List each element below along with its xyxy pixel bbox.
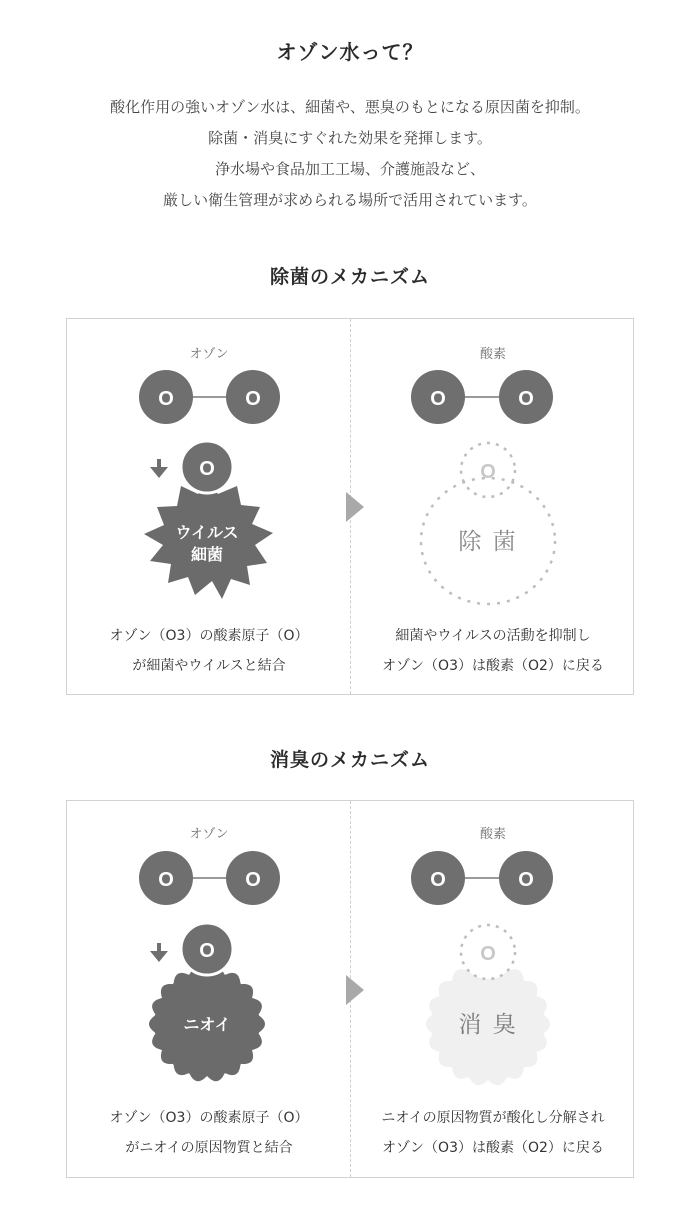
caption xyxy=(351,1103,635,1163)
arrow-right-icon xyxy=(346,975,364,1005)
svg-text:O: O xyxy=(199,458,215,480)
svg-text:O: O xyxy=(199,940,215,962)
ozone-label: オゾン xyxy=(189,827,229,842)
svg-text:O: O xyxy=(158,869,174,891)
oxygen-atom xyxy=(226,370,280,424)
virus-label: ウイルス xyxy=(175,523,239,542)
deodorization-heading: 消臭のメカニズム xyxy=(269,749,430,771)
caption xyxy=(67,1103,351,1163)
svg-text:O: O xyxy=(430,388,446,410)
faded-oxygen-atom: O xyxy=(480,943,496,965)
oxygen-atom xyxy=(499,370,553,424)
oxygen-label: 酸素 xyxy=(479,347,506,362)
arrow-down-icon xyxy=(150,943,168,962)
svg-text:O: O xyxy=(158,388,174,410)
oxygen-atom xyxy=(226,851,280,905)
caption-line: 細菌やウイルスの活動を抑制し xyxy=(395,628,591,644)
faded-oxygen-atom: O xyxy=(480,461,496,483)
oxygen-atom xyxy=(411,370,465,424)
oxygen-atom xyxy=(411,851,465,905)
oxygen-atom xyxy=(139,851,193,905)
sterilization-heading: 除菌のメカニズム xyxy=(269,266,430,288)
oxygen-label: 酸素 xyxy=(479,827,506,842)
caption-line: オゾン（O3）は酸素（O2）に戻る xyxy=(382,658,604,674)
svg-text:O: O xyxy=(245,869,261,891)
sterilization-result: 除 菌 xyxy=(458,529,518,555)
caption-line: ニオイの原因物質が酸化し分解され xyxy=(381,1110,605,1126)
oxygen-atom xyxy=(139,370,193,424)
oxygen-atom xyxy=(181,923,233,975)
intro-line: 厳しい衛生管理が求められる場所で活用されています。 xyxy=(163,191,537,209)
intro-line: 除菌・消臭にすぐれた効果を発揮します。 xyxy=(208,129,492,147)
svg-text:O: O xyxy=(430,869,446,891)
caption-line: オゾン（O3）の酸素原子（O） xyxy=(109,1110,309,1126)
svg-text:O: O xyxy=(518,388,534,410)
oxygen-atom xyxy=(181,441,233,493)
intro-line: 酸化作用の強いオゾン水は、細菌や、悪臭のもとになる原因菌を抑制。 xyxy=(110,98,590,116)
caption-line: が細菌やウイルスと結合 xyxy=(132,658,286,674)
caption-line: オゾン（O3）の酸素原子（O） xyxy=(109,628,309,644)
arrow-right-icon xyxy=(346,492,364,522)
bacteria-label: 細菌 xyxy=(190,545,224,564)
deodorization-result: 消 臭 xyxy=(458,1012,518,1038)
arrow-down-icon xyxy=(150,459,168,478)
svg-text:O: O xyxy=(518,869,534,891)
intro-line: 浄水場や食品加工工場、介護施設など、 xyxy=(214,160,485,178)
oxygen-atom xyxy=(499,851,553,905)
caption xyxy=(351,621,635,681)
sterilization-panel xyxy=(66,318,634,695)
intro-title: オゾン水って？ xyxy=(276,40,424,64)
caption-line: がニオイの原因物質と結合 xyxy=(125,1140,293,1156)
svg-text:O: O xyxy=(245,388,261,410)
intro-text xyxy=(0,92,700,216)
caption xyxy=(67,621,351,681)
ozone-label: オゾン xyxy=(189,347,229,362)
caption-line: オゾン（O3）は酸素（O2）に戻る xyxy=(382,1140,604,1156)
deodorization-panel xyxy=(66,800,634,1178)
smell-label: ニオイ xyxy=(183,1015,231,1034)
